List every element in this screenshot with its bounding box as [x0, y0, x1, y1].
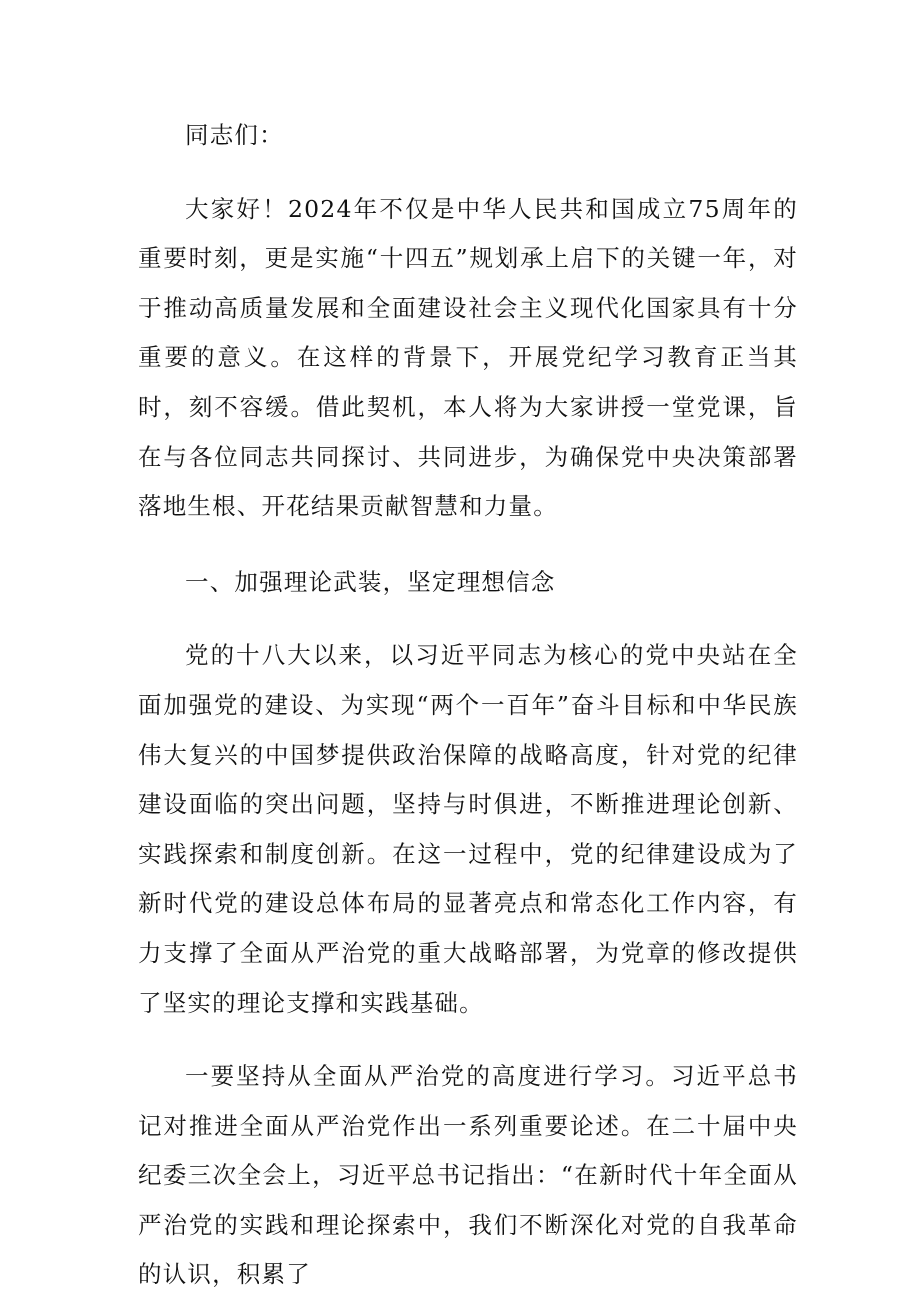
section-heading: 一、加强理论武装，坚定理想信念 [185, 567, 556, 596]
paragraph-study: 一要坚持从全面从严治党的高度进行学习。习近平总书记对推进全面从严治党作出一系列重要论述。在二十届中央纪委三次全会上，习近平总书记指出：“在新时代十年全面从严治党的实践和理论探索中，我们不断深化对党的自我革命的认识，积累了 [138, 1062, 798, 1289]
paragraph-intro: 大家好！2024年不仅是中华人民共和国成立75周年的重要时刻，更是实施“十四五”规划承上启下的关键一年，对于推动高质量发展和全面建设社会主义现代化国家具有十分重要的意义。在这样的背景下，开展党纪学习教育正当其时，刻不容缓。借此契机，本人将为大家讲授一堂党课，旨在与各位同志共同探讨、共同进步，为确保党中央决策部署落地生根、开花结果贡献智慧和力量。 [138, 194, 798, 521]
salutation: 同志们： [185, 121, 284, 149]
document-body [138, 111, 798, 1300]
paragraph-theory: 党的十八大以来，以习近平同志为核心的党中央站在全面加强党的建设、为实现“两个一百年”奋斗目标和中华民族伟大复兴的中国梦提供政治保障的战略高度，针对党的纪律建设面临的突出问题，坚持与时俱进，不断推进理论创新、实践探索和制度创新。在这一过程中，党的纪律建设成为了新时代党的建设总体布局的显著亮点和常态化工作内容，有力支撑了全面从严治党的重大战略部署，为党章的修改提供了坚实的理论支撑和实践基础。 [138, 641, 798, 1017]
